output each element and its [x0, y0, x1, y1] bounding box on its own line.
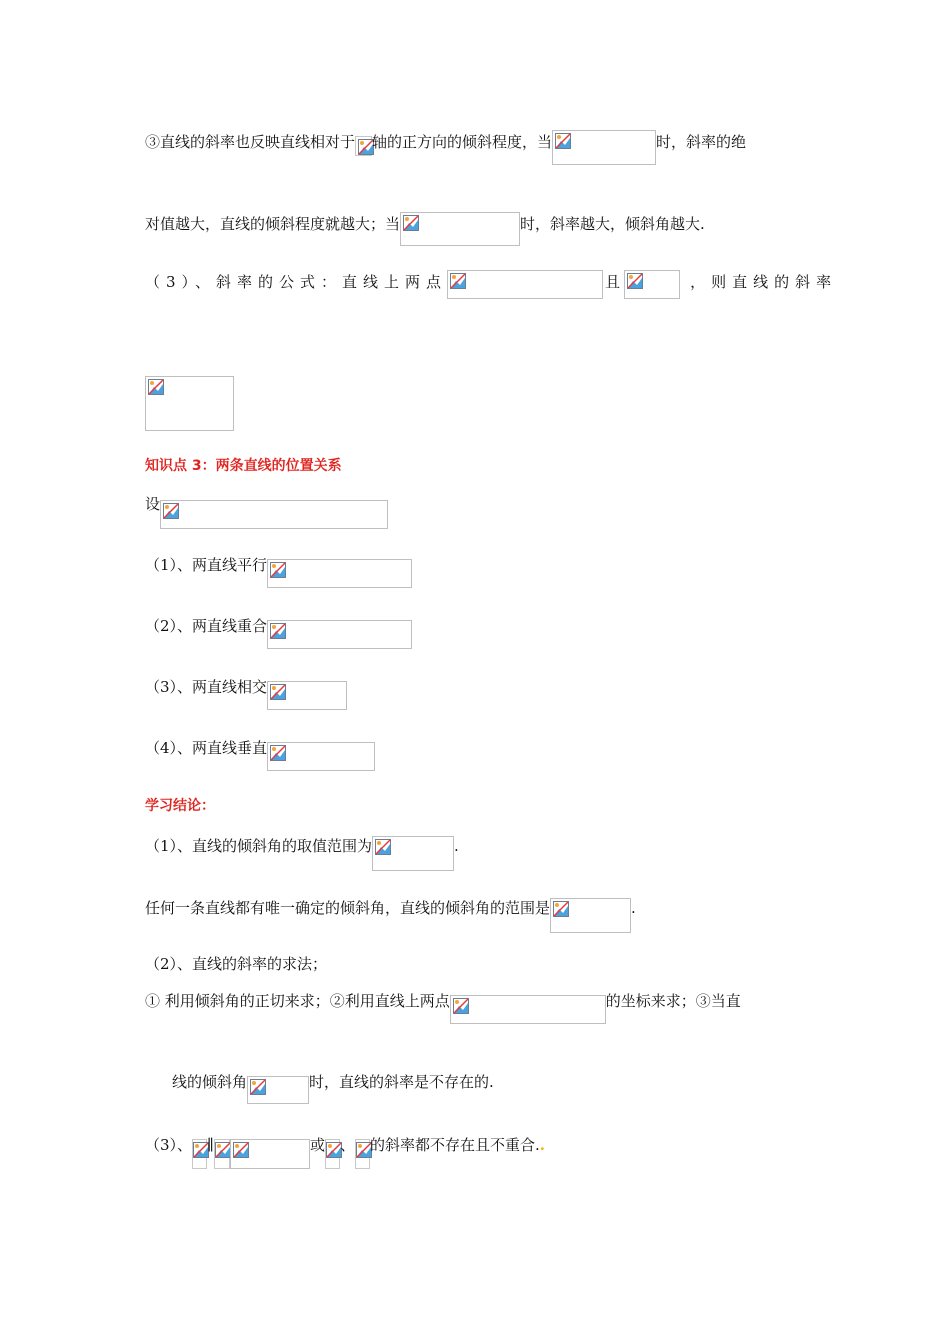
conclusion-slope-methods — [145, 991, 741, 1020]
formula-image — [247, 1076, 309, 1104]
formula-image — [230, 1139, 310, 1169]
text: 时，直线的斜率是不存在的. — [309, 1073, 494, 1091]
text: ③直线的斜率也反映直线相对于 — [145, 133, 356, 151]
formula-image — [624, 270, 680, 299]
formula-image — [160, 500, 388, 529]
broken-image-icon — [250, 1079, 266, 1095]
broken-image-icon — [215, 1142, 231, 1158]
text: （2）、两直线重合 — [145, 617, 268, 635]
formula-image — [267, 742, 375, 771]
broken-image-icon — [375, 839, 391, 855]
text: 的坐标来求；③当直 — [605, 992, 741, 1010]
formula-image — [355, 1139, 370, 1169]
text: 对值越大，直线的倾斜程度就越大；当 — [145, 215, 401, 233]
formula-image — [447, 270, 603, 299]
broken-image-icon — [270, 623, 286, 639]
decorative-dot: . — [539, 1136, 546, 1154]
relation-coincide — [145, 616, 412, 645]
text: （3）、两直线相交 — [145, 678, 268, 696]
broken-image-icon — [270, 562, 286, 578]
paragraph-slope-reflect — [145, 132, 746, 167]
heading-knowledge-point-3: 知识点 3：两条直线的位置关系 — [145, 458, 342, 474]
broken-image-icon — [233, 1142, 249, 1158]
broken-image-icon — [627, 273, 643, 289]
text: （4）、两直线垂直 — [145, 739, 268, 757]
text: （1）、两直线平行 — [145, 556, 268, 574]
text: （3）、 — [145, 1136, 193, 1154]
broken-image-icon — [450, 273, 466, 289]
formula-image — [355, 136, 372, 156]
formula-image — [145, 376, 234, 431]
broken-image-icon — [555, 133, 571, 149]
formula-image — [267, 559, 412, 588]
broken-image-icon — [163, 503, 179, 519]
formula-image — [400, 212, 520, 246]
paragraph-abs-value — [145, 214, 705, 248]
relation-parallel — [145, 555, 412, 584]
paragraph-slope-formula — [145, 272, 837, 301]
slope-formula-block — [145, 376, 234, 431]
text: （1）、直线的倾斜角的取值范围为 — [145, 837, 373, 855]
conclusion-angle-range — [145, 836, 459, 871]
formula-image — [192, 1139, 207, 1169]
parallel-symbol: ∥ — [207, 1136, 214, 1154]
text: . — [631, 899, 636, 917]
broken-image-icon — [148, 379, 164, 395]
relation-perpendicular — [145, 738, 375, 767]
broken-image-icon — [453, 998, 469, 1014]
formula-image — [550, 898, 631, 933]
text: 的斜率都不存在且不重合. — [370, 1136, 540, 1154]
conclusion-slope-undefined — [172, 1072, 494, 1100]
formula-image — [267, 681, 347, 710]
formula-image — [325, 1139, 340, 1169]
text: 、 — [340, 1136, 356, 1154]
text: 轴的正方向的倾斜程度，当 — [372, 133, 553, 151]
text: 时，斜率越大，倾斜角越大. — [520, 215, 705, 233]
formula-image — [372, 836, 454, 871]
text: 或 — [309, 1136, 325, 1154]
text: 时，斜率的绝 — [656, 133, 747, 151]
formula-image — [214, 1139, 230, 1169]
formula-image — [552, 130, 656, 165]
text: . — [454, 837, 459, 855]
formula-image — [450, 995, 606, 1024]
set-definition — [145, 494, 388, 523]
text: ① 利用倾斜角的正切来求；②利用直线上两点 — [145, 992, 450, 1010]
text: 设 — [145, 495, 161, 513]
relation-intersect — [145, 677, 347, 706]
heading-conclusion: 学习结论： — [145, 798, 215, 814]
text: 且 — [605, 273, 621, 291]
text: ，则直线的斜率 — [690, 273, 838, 291]
text: 线的倾斜角 — [172, 1073, 248, 1091]
broken-image-icon — [270, 684, 286, 700]
formula-image — [267, 620, 412, 649]
broken-image-icon — [270, 745, 286, 761]
broken-image-icon — [553, 901, 569, 917]
conclusion-parallel-condition — [145, 1135, 545, 1165]
broken-image-icon — [403, 215, 419, 231]
conclusion-unique-angle — [145, 898, 636, 933]
conclusion-slope-methods-title: （2）、直线的斜率的求法； — [145, 955, 328, 973]
text: （3）、斜率的公式：直线上两点 — [145, 273, 448, 291]
text: 任何一条直线都有唯一确定的倾斜角，直线的倾斜角的范围是 — [145, 899, 551, 917]
